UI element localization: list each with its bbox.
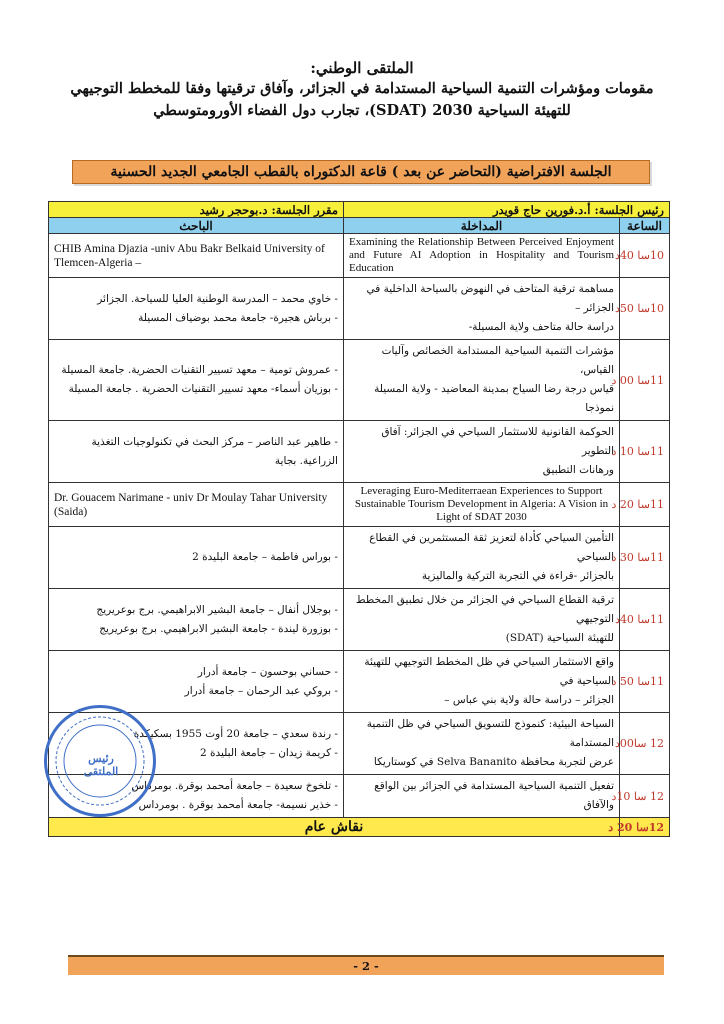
row-time: 12 سا 10د — [620, 775, 670, 818]
row-time: 11سا 50 د — [620, 651, 670, 713]
talk-title-line: Leveraging Euro-Mediterraean Experiences to Support Sustainable Tourism Development in Algeria: A Vision in Light of SDAT 2030 — [354, 485, 609, 523]
researcher-line: - عمروش تومية – معهد تسيير التقنيات الحضرية. جامعة المسيلة — [61, 364, 338, 376]
row-researchers — [49, 483, 344, 527]
row-talk-title — [343, 278, 619, 340]
header-time: الساعة — [620, 218, 670, 234]
researcher-line: - رندة سعدي – جامعة 20 أوت 1955 بسكيكدة — [133, 727, 338, 740]
header-researcher: الباحث — [49, 218, 344, 234]
talk-title-line: قياس درجة رضا السياح بمدينة المعاضيد - ولاية المسيلة نموذجا — [374, 383, 614, 414]
row-time: 11سا 00 د — [620, 340, 670, 421]
row-time: 11سا 40د — [620, 589, 670, 651]
row-talk-title — [343, 527, 619, 589]
table-row — [49, 651, 670, 713]
header-talk: المداخلة — [343, 218, 619, 234]
row-talk-title — [343, 589, 619, 651]
row-researchers — [49, 589, 344, 651]
page-number: - 2 - — [353, 959, 379, 973]
stamp-caption: رئيس الملتقى — [83, 752, 119, 778]
row-time: 12سا 20 د — [620, 818, 670, 837]
table-header-row — [49, 218, 670, 234]
talk-title-line: مساهمة ترقية المتاحف في النهوض بالسياحة الداخلية في الجزائر – — [366, 283, 614, 314]
general-discussion-row — [49, 818, 670, 837]
row-researchers — [49, 651, 344, 713]
talk-title-line: الحوكمة القانونية للاستثمار السياحي في الجزائر: آفاق التطوير — [381, 426, 614, 457]
talk-title-line: Examining the Relationship Between Perceived Enjoyment and Future AI Adoption in Hospitality and Tourism Education — [348, 236, 614, 274]
talk-title-line: التأمين السياحي كأداة لتعزيز ثقة المستثمرين في القطاع السياحي — [369, 532, 614, 563]
session-banner: الجلسة الافتراضية (التحاضر عن بعد ) قاعة الدكتوراه بالقطب الجامعي الجديد الحسنية — [72, 160, 650, 184]
row-time: 12 سا00د — [620, 713, 670, 775]
table-row — [49, 421, 670, 483]
researcher-line: CHIB Amina Djazia -univ Abu Bakr Belkaid University of Tlemcen-Algeria – — [54, 242, 325, 269]
table-row — [49, 589, 670, 651]
page-footer — [68, 955, 664, 975]
row-talk-title — [343, 651, 619, 713]
talk-title-line: للتهيئة السياحية (SDAT) — [505, 632, 614, 644]
researcher-line: - كريمة زيدان – جامعة البليدة 2 — [199, 746, 338, 759]
row-researchers — [49, 340, 344, 421]
session-chairs-row — [49, 202, 670, 218]
talk-title-line: السياحة البيئية: كنموذج للتسويق السياحي في ظل التنمية المستدامة — [366, 718, 614, 749]
conference-label: الملتقى الوطني: — [310, 59, 414, 77]
row-researchers — [49, 527, 344, 589]
conference-title-line-2: للتهيئة السياحية 2030 (SDAT)، تجارب دول الفضاء الأورومتوسطي — [153, 102, 571, 119]
researcher-line: - برباش هجيرة- جامعة محمد بوضياف المسيلة — [138, 311, 338, 324]
researcher-line: - طاهير عبد الناصر – مركز البحث في تكنولوجيات التغذية — [91, 435, 338, 448]
talk-title-line: ترقية القطاع السياحي في الجزائر من خلال تطبيق المخطط التوجيهي — [355, 594, 614, 625]
talk-title-line: تفعيل التنمية السياحية المستدامة في الجزائر بين الواقع والآفاق — [374, 780, 614, 811]
row-talk-title — [343, 775, 619, 818]
table-row — [49, 234, 670, 278]
researcher-line: Dr. Gouacem Narimane - univ Dr Moulay Tahar University (Saida) — [54, 491, 328, 518]
row-researchers — [49, 421, 344, 483]
researcher-line: - بروكي عبد الرحمان – جامعة أدرار — [184, 684, 338, 697]
row-researchers — [49, 234, 344, 278]
conference-title-line-1: مقومات ومؤشرات التنمية السياحية المستدامة في الجزائر، وآفاق ترقيتها وفقا للمخطط التوجيهي — [70, 80, 654, 97]
official-stamp — [44, 705, 156, 817]
table-row — [49, 278, 670, 340]
researcher-line: - بوجلال أنفال – جامعة البشير الابراهيمي. برج بوعريريج — [96, 603, 338, 616]
row-talk-title — [343, 234, 619, 278]
talk-title-line: ورهانات التطبيق — [542, 464, 614, 476]
talk-title-line: بالجزائر -قراءة في التجربة التركية والماليزية — [421, 570, 614, 582]
researcher-line: - بوزيان أسماء- معهد تسيير التقنيات الحضرية . جامعة المسيلة — [68, 383, 338, 395]
talk-title-line: الجزائر – دراسة حالة ولاية بني عباس – — [444, 694, 614, 706]
row-time: 11سا 30 د — [620, 527, 670, 589]
general-discussion-label: نقاش عام — [49, 818, 620, 837]
row-time: 10سا 50د — [620, 278, 670, 340]
talk-title-line: واقع الاستثمار السياحي في ظل المخطط التوجيهي للتهيئة السياحية في — [364, 656, 614, 687]
table-row — [49, 340, 670, 421]
researcher-line: الزراعية. بجاية — [274, 454, 338, 467]
researcher-line: - بوزورة ليندة - جامعة البشير الابراهيمي. برج بوعريريج — [99, 622, 338, 635]
row-talk-title — [343, 421, 619, 483]
row-researchers — [49, 278, 344, 340]
researcher-line: - خذير نسيمة- جامعة أمحمد بوقرة . بومرداس — [138, 799, 338, 811]
row-talk-title — [343, 483, 619, 527]
row-talk-title — [343, 340, 619, 421]
researcher-line: - بوراس فاطمة – جامعة البليدة 2 — [192, 551, 338, 563]
document-title — [40, 58, 684, 122]
talk-title-line: دراسة حالة متاحف ولاية المسيلة- — [468, 321, 614, 333]
session-chair-label: رئيس الجلسة: أ.د.فورين حاج قويدر — [492, 202, 664, 217]
talk-title-line: مؤشرات التنمية السياحية المستدامة الخصائص وآليات القياس، — [381, 345, 614, 376]
talk-title-line: عرض لتجربة محافظة Selva Bananito في كوستاريكا — [373, 756, 614, 768]
session-rapporteur-label: مقرر الجلسة: د.بوحجر رشيد — [199, 202, 338, 217]
researcher-line: - تلخوخ سعيدة – جامعة أمحمد بوقرة. بومرداس — [131, 780, 338, 792]
researcher-line: - حساني بوحسون – جامعة أدرار — [197, 665, 338, 678]
row-time: 10سا 40د — [620, 234, 670, 278]
table-row — [49, 527, 670, 589]
row-talk-title — [343, 713, 619, 775]
session-rapporteur — [49, 202, 344, 218]
table-row — [49, 483, 670, 527]
row-time: 11سا 10 د — [620, 421, 670, 483]
session-chair — [343, 202, 669, 218]
researcher-line: - خاوي محمد – المدرسة الوطنية العليا للسياحة. الجزائر — [97, 292, 338, 305]
row-time: 11سا 20 د — [620, 483, 670, 527]
